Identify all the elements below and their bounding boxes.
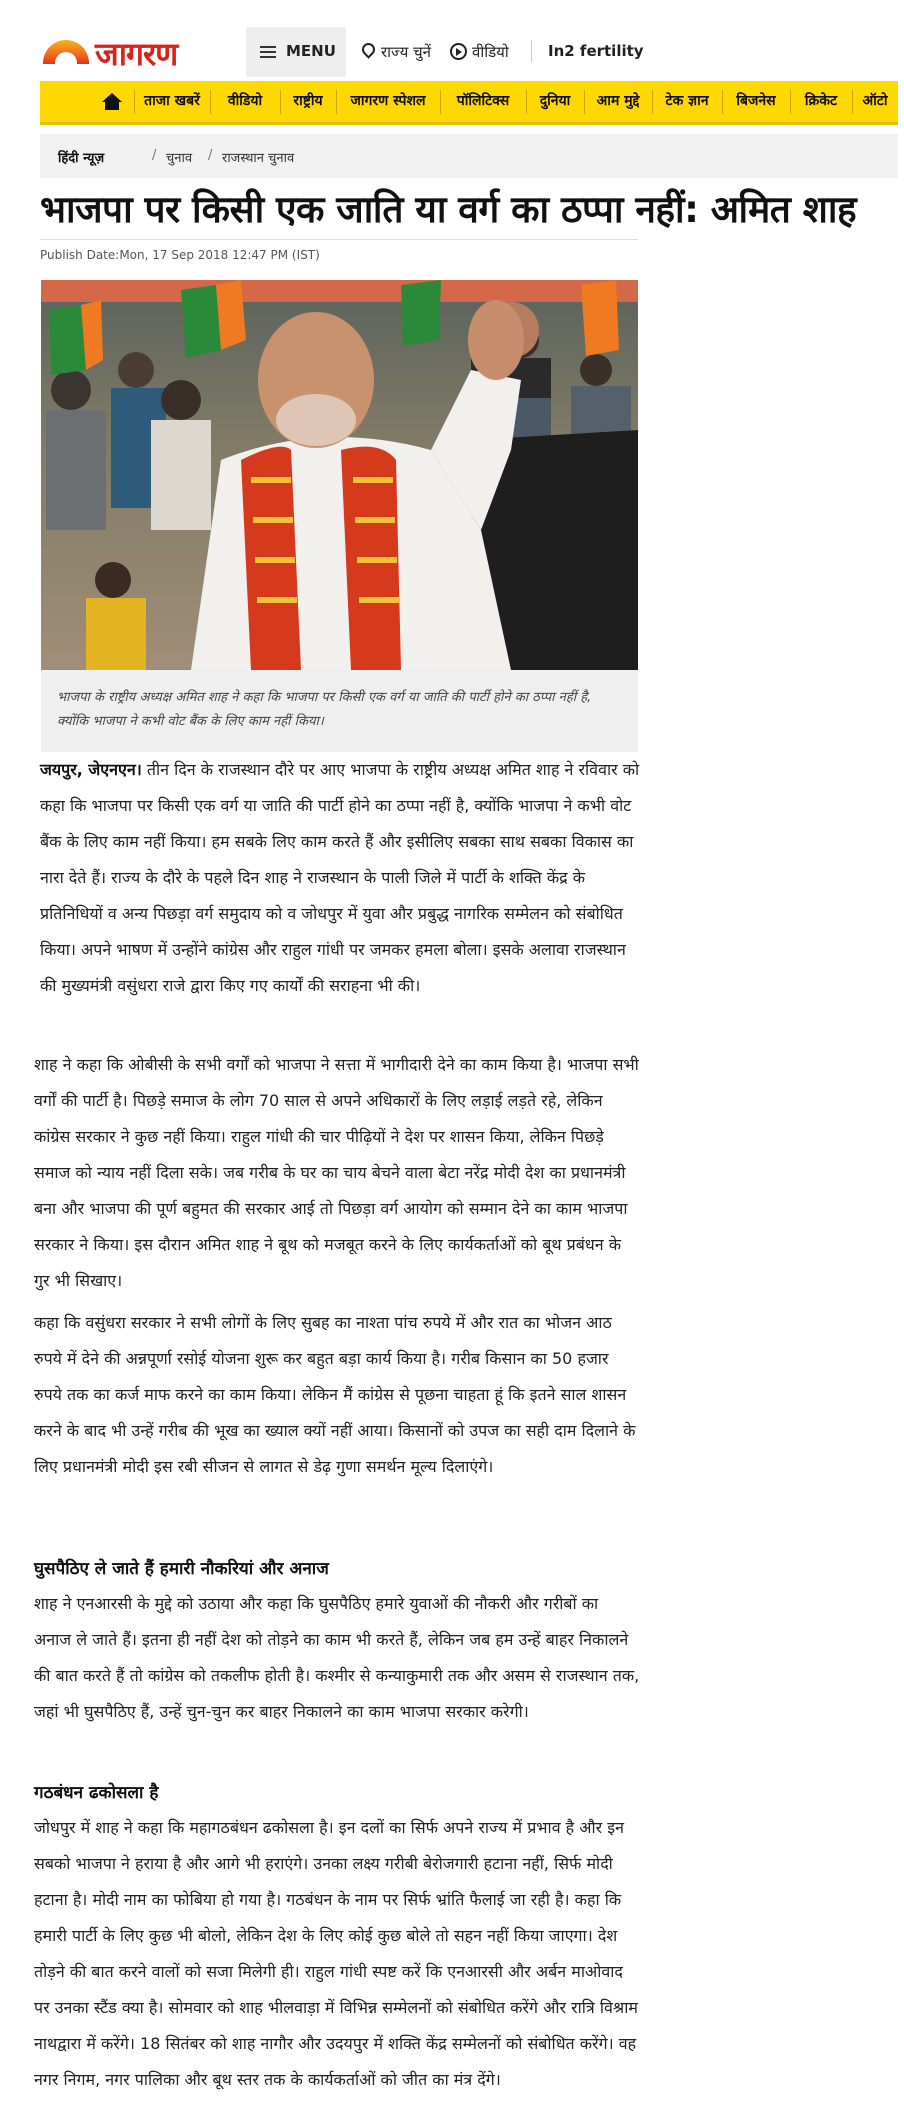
nav-item-world[interactable]: दुनिया xyxy=(539,93,571,109)
nav-item-issues[interactable]: आम मुद्दे xyxy=(596,93,640,109)
nav-item-latest[interactable]: ताजा खबरें xyxy=(144,93,200,109)
nav-item-national[interactable]: राष्ट्रीय xyxy=(293,93,323,109)
article-image xyxy=(41,280,638,670)
breadcrumb-separator: / xyxy=(152,148,157,163)
state-select-label: राज्य चुनें xyxy=(381,43,431,61)
home-icon xyxy=(102,93,122,109)
nav-item-auto[interactable]: ऑटो xyxy=(862,93,888,109)
title-divider xyxy=(40,239,638,240)
image-caption-box xyxy=(41,670,638,752)
home-link[interactable] xyxy=(92,81,132,123)
nav-item-jagran-special[interactable]: जागरण स्पेशल xyxy=(350,93,426,109)
article-paragraph-5: जोधपुर में शाह ने कहा कि महागठबंधन ढकोसला है। इन दलों का सिर्फ अपने राज्य में प्रभाव है और इन सबको भाजपा ने हराया है और आगे भी हराएंगे। उनका लक्ष्य गरीबी बेरोजगारी हटाना नहीं, सिर्फ मोदी हटाना है। मोदी नाम का फोबिया हो गया है। गठबंधन के नाम पर सिर्फ भ्रांति फैलाई जा रही है। कहा कि हमारी पार्टी के लिए कुछ भी बोलो, लेकिन देश के लिए कोई कुछ बोले तो सहन नहीं किया जाएगा। देश तोड़ने की बात करने वालों को सजा मिलेगी ही। राहुल गांधी स्पष्ट करें कि एनआरसी और अर्बन माओवाद पर उनका स्टैंड क्या है। सोमवार को शाह भीलवाड़ा में विभिन्न सम्मेलनों को संबोधित करेंगे और रात्रि विश्राम नाथद्वारा में करेंगे। 18 सितंबर को शाह नागौर और उदयपुर में शक्ति केंद्र सम्मेलनों को संबोधित करेंगे। वह नगर निगम, नगर पालिका और बूथ स्तर तक के कार्यकर्ताओं को जीत का मंत्र देंगे। xyxy=(34,1818,638,2089)
breadcrumb-rajasthan-elections[interactable]: राजस्थान चुनाव xyxy=(222,151,295,166)
location-pin-icon xyxy=(359,40,377,58)
breadcrumb-home[interactable]: हिंदी न्यूज़ xyxy=(58,151,105,166)
article-title: भाजपा पर किसी एक जाति या वर्ग का ठप्पा नहीं: अमित शाह xyxy=(40,188,857,231)
nav-item-video[interactable]: वीडियो xyxy=(227,93,263,109)
article-dateline: जयपुर, जेएनएन। xyxy=(40,760,142,779)
video-link[interactable] xyxy=(450,42,509,62)
play-icon xyxy=(450,43,467,60)
article-subheading-2: गठबंधन ढकोसला है xyxy=(34,1783,159,1803)
main-nav xyxy=(40,81,898,125)
video-label: वीडियो xyxy=(472,43,509,61)
article-paragraph-1-text: तीन दिन के राजस्थान दौरे पर आए भाजपा के राष्ट्रीय अध्यक्ष अमित शाह ने रविवार को कहा कि भाजपा पर किसी एक वर्ग या जाति की पार्टी होने का ठप्पा नहीं है, क्योंकि भाजपा ने कभी वोट बैंक के लिए काम नहीं किया। हम सबके लिए काम करते हैं और इसीलिए सबका साथ सबका विकास का नारा देते हैं। राज्य के दौरे के पहले दिन शाह ने राजस्थान के पाली जिले में पार्टी के शक्ति केंद्र के प्रतिनिधियों व अन्य पिछड़ा वर्ग समुदाय को व जोधपुर में युवा और प्रबुद्ध नागरिक सम्मेलन को संबोधित किया। अपने भाषण में उन्होंने कांग्रेस और राहुल गांधी पर जमकर हमला बोला। इसके अलावा राजस्थान की मुख्यमंत्री वसुंधरा राजे द्वारा किए गए कार्यों की सराहना भी की। xyxy=(40,760,640,995)
jagran-logo[interactable] xyxy=(43,34,195,74)
breadcrumb xyxy=(40,134,898,178)
menu-button[interactable] xyxy=(246,27,346,77)
breadcrumb-elections[interactable]: चुनाव xyxy=(166,151,193,166)
article-paragraph-1 xyxy=(40,752,640,1004)
article-paragraph-2: शाह ने कहा कि ओबीसी के सभी वर्गों को भाजपा ने सत्ता में भागीदारी देने का काम किया है। भाजपा सभी वर्गों की पार्टी है। पिछड़े समाज के लोग 70 साल से अपने अधिकारों के लिए लड़ाई लड़ते रहे, लेकिन कांग्रेस सरकार ने कुछ नहीं किया। राहुल गांधी की चार पीढ़ियों ने देश पर शासन किया, लेकिन पिछड़े समाज को न्याय नहीं दिला सके। जब गरीब के घर का चाय बेचने वाला बेटा नरेंद्र मोदी देश का प्रधानमंत्री बना और भाजपा की पूर्ण बहुमत की सरकार आई तो पिछड़ा वर्ग आयोग को सम्मान देने का काम भाजपा सरकार ने किया। इस दौरान अमित शाह ने बूथ को मजबूत करने के लिए कार्यकर्ताओं को बूथ प्रबंधन के गुर भी सिखाए। xyxy=(34,1055,639,1290)
promo-link[interactable]: In2 fertility xyxy=(548,42,644,60)
article-paragraph-4: शाह ने एनआरसी के मुद्दे को उठाया और कहा कि घुसपैठिए हमारे युवाओं की नौकरी और गरीबों का अनाज ले जाते हैं। इतना ही नहीं देश को तोड़ने का काम भी करते हैं, लेकिन जब हम उन्हें बाहर निकालने की बात करते हैं तो कांग्रेस को तकलीफ होती है। कश्मीर से कन्याकुमारी तक और असम से राजस्थान तक, जहां भी घुसपैठिए हैं, उन्हें चुन-चुन कर बाहर निकालने का काम भाजपा सरकार करेगी। xyxy=(34,1594,640,1721)
logo-text: जागरण xyxy=(95,35,178,73)
amit-shah-photo xyxy=(41,280,638,670)
article-subheading-1: घुसपैठिए ले जाते हैं हमारी नौकरियां और अनाज xyxy=(34,1559,329,1579)
nav-item-tech[interactable]: टेक ज्ञान xyxy=(665,93,709,109)
nav-item-politics[interactable]: पॉलिटिक्स xyxy=(456,93,510,109)
article-paragraph-3: कहा कि वसुंधरा सरकार ने सभी लोगों के लिए सुबह का नाश्ता पांच रुपये में और रात का भोजन आठ रुपये में देने की अन्नपूर्णा रसोई योजना शुरू कर बहुत बड़ा कार्य किया है। गरीब किसान का 50 हजार रुपये तक का कर्ज माफ करने का काम किया। लेकिन मैं कांग्रेस से पूछना चाहता हूं कि इतने साल शासन करने के बाद भी उन्हें गरीब की भूख का ख्याल क्यों नहीं आया। किसानों को उपज का सही दाम दिलाने के लिए प्रधानमंत्री मोदी इस रबी सीजन से लागत से डेढ़ गुणा समर्थन मूल्य दिलाएंगे। xyxy=(34,1313,636,1476)
state-select-link[interactable] xyxy=(362,42,431,62)
publish-date: Publish Date:Mon, 17 Sep 2018 12:47 PM (IST) xyxy=(40,248,320,262)
sun-logo-icon xyxy=(43,40,89,64)
menu-label: MENU xyxy=(286,42,336,60)
image-caption: भाजपा के राष्ट्रीय अध्यक्ष अमित शाह ने कहा कि भाजपा पर किसी एक वर्ग या जाति की पार्टी होने का ठप्पा नहीं है, क्योंकि भाजपा ने कभी वोट बैंक के लिए काम नहीं किया। xyxy=(57,690,592,729)
breadcrumb-separator: / xyxy=(208,148,213,163)
hamburger-icon xyxy=(260,46,276,58)
nav-item-cricket[interactable]: क्रिकेट xyxy=(804,93,838,109)
nav-item-business[interactable]: बिजनेस xyxy=(736,93,776,109)
header-divider xyxy=(531,40,532,62)
